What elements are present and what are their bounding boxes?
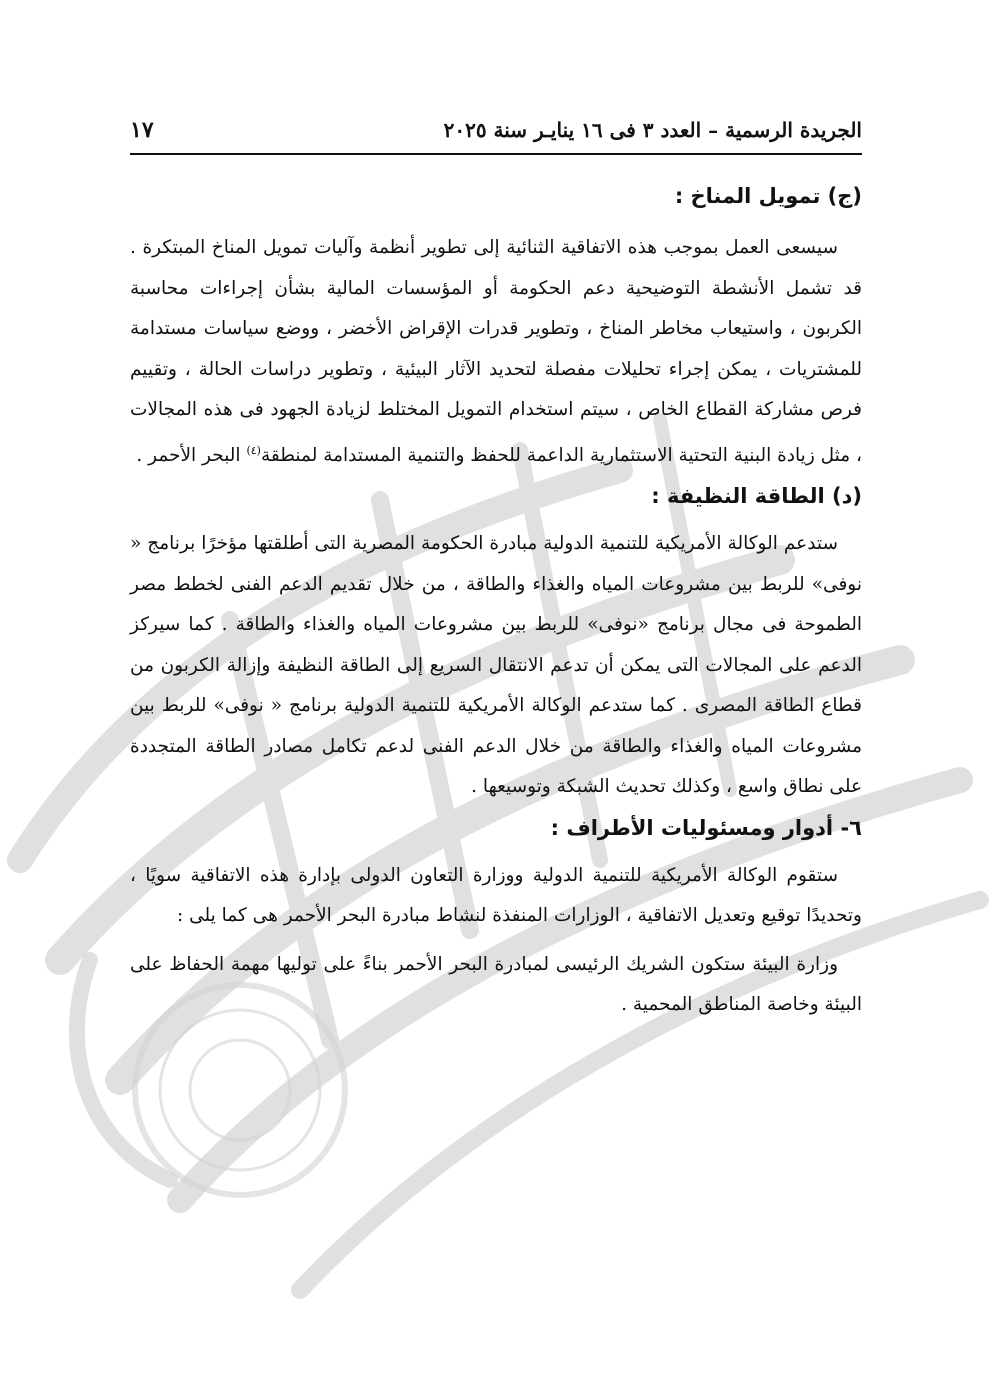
paragraph-roles-2: وزارة البيئة ستكون الشريك الرئيسى لمبادرة البحر الأحمر بناءً على توليها مهمة الحفاظ على البيئة وخاصة المناطق المحمية .: [130, 953, 862, 1016]
paragraph-roles-1: ستقوم الوكالة الأمريكية للتنمية الدولية ووزارة التعاون الدولى بإدارة هذه الاتفاقية سويًا ، وتحديدًا توقيع وتعديل الاتفاقية ، الوزارات المنفذة لنشاط مبادرة البحر الأحمر هى كما يلى :: [130, 864, 862, 927]
page-header: [130, 112, 862, 148]
heading-clean-energy: (د) الطاقة النظيفة :: [651, 484, 862, 509]
page-number: ١٧: [130, 117, 154, 143]
paragraph-climate-finance-text: سيسعى العمل بموجب هذه الاتفاقية الثنائية إلى تطوير أنظمة وآليات تمويل المناخ المبتكرة . قد تشمل الأنشطة التوضيحية دعم الحكومة أو المؤسسات المالية بشأن إجراءات محاسبة الكربون ، واستيعاب مخاطر المناخ ، وتطوير قدرات الإقراض الأخضر ، ووضع سياسات مستدامة للمشتريات ، يمكن إجراء تحليلات مفصلة لتحديد الآثار البيئية ، وتطوير دراسات الحالة ، وتقييم فرص مشاركة القطاع الخاص ، سيتم استخدام التمويل المختلط لزيادة الجهود فى هذه المجالات ، مثل زيادة البنية التحتية الاستثمارية الداعمة للحفظ والتنمية المستدامة لمنطقة: [130, 237, 862, 466]
footnote-reference: (٤): [246, 443, 261, 457]
document-page: [130, 0, 862, 1400]
heading-climate-finance: (ج) تمويل المناخ :: [674, 184, 862, 208]
gazette-title: الجريدة الرسمية – العدد ٣ فى ١٦ ينايـر سنة ٢٠٢٥: [443, 118, 862, 142]
heading-roles: ٦- أدوار ومسئوليات الأطراف :: [550, 815, 862, 840]
paragraph-climate-finance: [130, 228, 862, 476]
header-divider: [130, 153, 862, 155]
paragraph-clean-energy: ستدعم الوكالة الأمريكية للتنمية الدولية مبادرة الحكومة المصرية التى أطلقتها مؤخرًا برنامج « نوفى» للربط بين مشروعات المياه والغذاء والطاقة ، من خلال تقديم الدعم الفنى لخطط مصر الطموحة فى مجال برنامج «نوفى» للربط بين مشروعات المياه والغذاء والطاقة . كما سيركز الدعم على المجالات التى يمكن أن تدعم الانتقال السريع إلى الطاقة النظيفة وإزالة الكربون من قطاع الطاقة المصرى . كما ستدعم الوكالة الأمريكية للتنمية الدولية برنامج « نوفى» للربط بين مشروعات المياه والغذاء والطاقة من خلال الدعم الفنى لدعم تكامل مصادر الطاقة المتجددة على نطاق واسع ، وكذلك تحديث الشبكة وتوسيعها .: [130, 533, 862, 798]
page-body: [130, 176, 862, 1026]
paragraph-climate-finance-end: البحر الأحمر .: [136, 444, 247, 466]
